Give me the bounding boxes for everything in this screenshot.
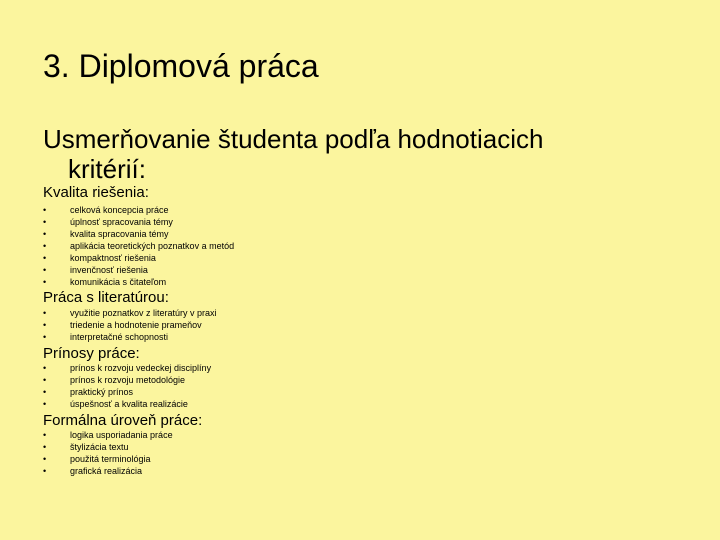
bullet-icon: •: [43, 277, 47, 287]
list-item-text: úspešnosť a kvalita realizácie: [70, 399, 188, 409]
bullet-icon: •: [43, 241, 47, 251]
subtitle-line-1: Usmerňovanie študenta podľa hodnotiacich: [43, 124, 544, 154]
section-heading-kvalita-riesenia: Kvalita riešenia:: [43, 184, 149, 201]
bullet-icon: •: [43, 399, 47, 409]
list-item-text: kvalita spracovania témy: [70, 229, 169, 239]
section-heading-formalna-uroven-prace: Formálna úroveň práce:: [43, 412, 203, 429]
bullet-icon: •: [43, 265, 47, 275]
bullet-icon: •: [43, 308, 47, 318]
list-item-text: aplikácia teoretických poznatkov a metód: [70, 241, 235, 251]
list-item-text: prínos k rozvoju metodológie: [70, 375, 186, 385]
list-item-text: úplnosť spracovania témy: [70, 217, 173, 227]
list-item-text: použitá terminológia: [70, 454, 151, 464]
section-heading-prinosy-prace: Prínosy práce:: [43, 345, 140, 362]
bullet-icon: •: [43, 454, 47, 464]
bullet-icon: •: [43, 363, 47, 373]
slide-title: 3. Diplomová práca: [43, 48, 319, 84]
list-item-text: interpretačné schopnosti: [70, 332, 169, 342]
bullet-icon: •: [43, 205, 47, 215]
list-item-text: logika usporiadania práce: [70, 430, 173, 440]
bullet-icon: •: [43, 332, 47, 342]
bullet-icon: •: [43, 217, 47, 227]
list-item-text: invenčnosť riešenia: [70, 265, 148, 275]
list-item-text: využitie poznatkov z literatúry v praxi: [70, 308, 217, 318]
bullet-icon: •: [43, 430, 47, 440]
list-item-text: prínos k rozvoju vedeckej disciplíny: [70, 363, 212, 373]
bullet-icon: •: [43, 442, 47, 452]
list-item-text: celková koncepcia práce: [70, 205, 169, 215]
subtitle-line-2: kritérií:: [68, 154, 146, 184]
bullet-icon: •: [43, 466, 47, 476]
bullet-icon: •: [43, 375, 47, 385]
bullet-icon: •: [43, 229, 47, 239]
list-item-text: triedenie a hodnotenie prameňov: [70, 320, 202, 330]
list-item-text: kompaktnosť riešenia: [70, 253, 156, 263]
bullet-icon: •: [43, 320, 47, 330]
bullet-icon: •: [43, 387, 47, 397]
list-item-text: komunikácia s čitateľom: [70, 277, 167, 287]
section-heading-praca-s-literaturou: Práca s literatúrou:: [43, 289, 169, 306]
list-item-text: praktický prínos: [70, 387, 134, 397]
bullet-icon: •: [43, 253, 47, 263]
slide-subtitle: [43, 124, 683, 184]
list-item-text: štylizácia textu: [70, 442, 129, 452]
list-item-text: grafická realizácia: [70, 466, 143, 476]
